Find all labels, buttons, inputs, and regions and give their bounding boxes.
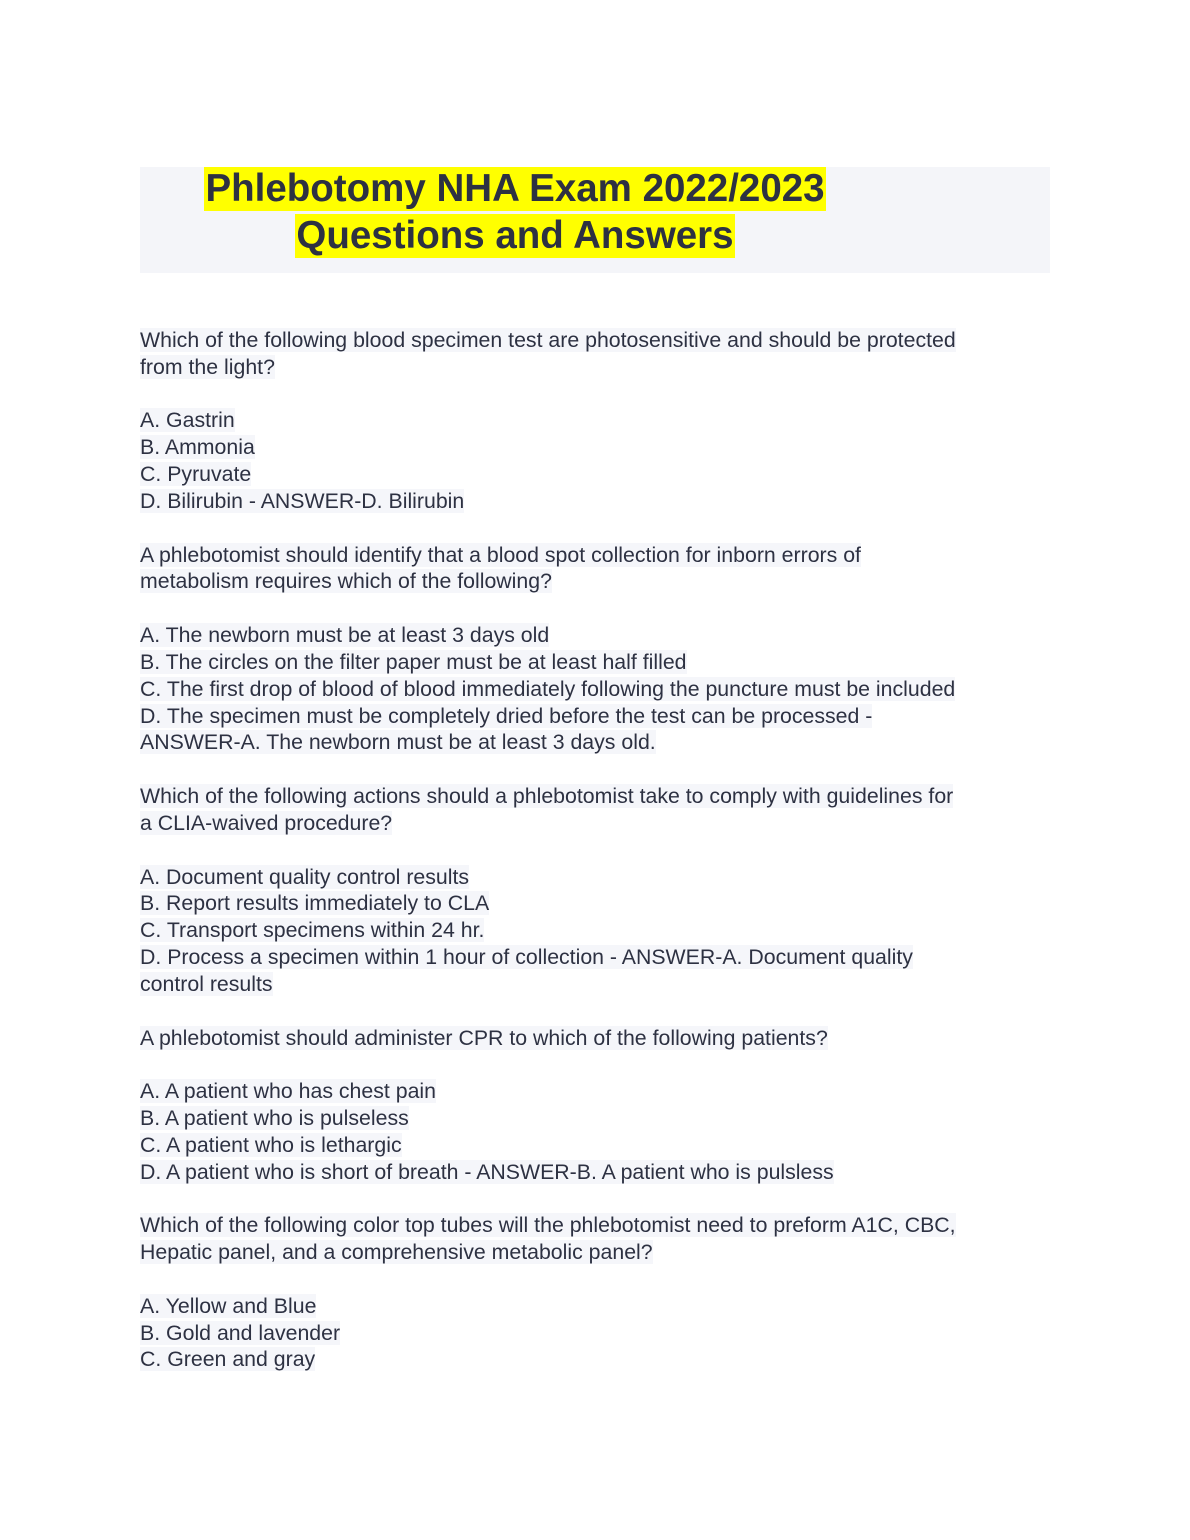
question-text-line <box>140 568 1060 595</box>
answer-option: B. A patient who is pulseless <box>140 1106 409 1131</box>
blank-line <box>140 595 1060 622</box>
answer-option-line <box>140 1346 1060 1373</box>
answer-option-line <box>140 944 1060 971</box>
blank-line <box>140 1051 1060 1078</box>
answer-option: B. Ammonia <box>140 435 255 460</box>
question-text-line <box>140 1025 1060 1052</box>
question-text-line <box>140 327 1060 354</box>
blank-line <box>140 1186 1060 1213</box>
answer-option: D. Process a specimen within 1 hour of collection - ANSWER-A. Document quality <box>140 945 913 970</box>
answer-option-line <box>140 461 1060 488</box>
blank-line <box>140 381 1060 408</box>
question-text: metabolism requires which of the following? <box>140 569 552 594</box>
question-text: a CLIA-waived procedure? <box>140 810 393 835</box>
answer-option: C. A patient who is lethargic <box>140 1132 402 1157</box>
answer-option-line <box>140 676 1060 703</box>
answer-option: D. The specimen must be completely dried before the test can be processed - <box>140 703 873 728</box>
question-text-line <box>140 354 1060 381</box>
blank-line <box>140 1373 1060 1400</box>
answer-option: A. Document quality control results <box>140 864 470 889</box>
answer-option: A. Gastrin <box>140 408 235 433</box>
answer-option-line <box>140 1078 1060 1105</box>
answer-option: C. Pyruvate <box>140 462 252 487</box>
answer-option: D. A patient who is short of breath - ANSWER-B. A patient who is pulsless <box>140 1159 834 1184</box>
answer-option-line <box>140 407 1060 434</box>
answer-option-line <box>140 1293 1060 1320</box>
answer-option-line <box>140 917 1060 944</box>
question-text: Hepatic panel, and a comprehensive metabolic panel? <box>140 1240 653 1265</box>
question-text-line <box>140 810 1060 837</box>
answer-option-line <box>140 703 1060 730</box>
answer-option: A. A patient who has chest pain <box>140 1079 436 1104</box>
blank-line <box>140 756 1060 783</box>
answer-option-line <box>140 1105 1060 1132</box>
answer-option: B. The circles on the filter paper must be at least half filled <box>140 649 687 674</box>
answer-option-line <box>140 890 1060 917</box>
answer-option-line <box>140 434 1060 461</box>
question-text: A phlebotomist should administer CPR to which of the following patients? <box>140 1025 828 1050</box>
blank-line <box>140 998 1060 1025</box>
question-text: from the light? <box>140 354 275 379</box>
document-title-line-1: Phlebotomy NHA Exam 2022/2023 <box>205 167 825 210</box>
questions-list <box>140 327 1060 1400</box>
question-text-line <box>140 783 1060 810</box>
answer-option: ANSWER-A. The newborn must be at least 3 days old. <box>140 730 656 755</box>
answer-option: A. Yellow and Blue <box>140 1293 317 1318</box>
blank-line <box>140 837 1060 864</box>
question-text-line <box>140 1239 1060 1266</box>
document-title-line-2: Questions and Answers <box>296 214 734 257</box>
answer-option-line <box>140 1132 1060 1159</box>
answer-option: C. Green and gray <box>140 1347 316 1372</box>
question-text-line <box>140 1212 1060 1239</box>
answer-option-line <box>140 649 1060 676</box>
answer-option-line <box>140 729 1060 756</box>
answer-option: B. Report results immediately to CLA <box>140 891 490 916</box>
blank-line <box>140 1266 1060 1293</box>
answer-option: control results <box>140 971 273 996</box>
answer-option-line <box>140 1320 1060 1347</box>
question-text: Which of the following actions should a phlebotomist take to comply with guidelines for <box>140 784 954 809</box>
answer-option-line <box>140 1159 1060 1186</box>
question-text: Which of the following color top tubes will the phlebotomist need to preform A1C, CBC, <box>140 1213 956 1238</box>
question-text-line <box>140 542 1060 569</box>
answer-option: D. Bilirubin - ANSWER-D. Bilirubin <box>140 488 465 513</box>
answer-option-line <box>140 971 1060 998</box>
title-block <box>140 167 1050 273</box>
answer-option: A. The newborn must be at least 3 days old <box>140 623 550 648</box>
blank-line <box>140 515 1060 542</box>
answer-option-line <box>140 488 1060 515</box>
question-text: Which of the following blood specimen test are photosensitive and should be protected <box>140 328 956 352</box>
answer-option-line <box>140 622 1060 649</box>
answer-option: C. The first drop of blood of blood immediately following the puncture must be included <box>140 676 956 701</box>
answer-option: C. Transport specimens within 24 hr. <box>140 918 485 943</box>
question-text: A phlebotomist should identify that a blood spot collection for inborn errors of <box>140 542 861 567</box>
answer-option-line <box>140 864 1060 891</box>
answer-option: B. Gold and lavender <box>140 1320 341 1345</box>
